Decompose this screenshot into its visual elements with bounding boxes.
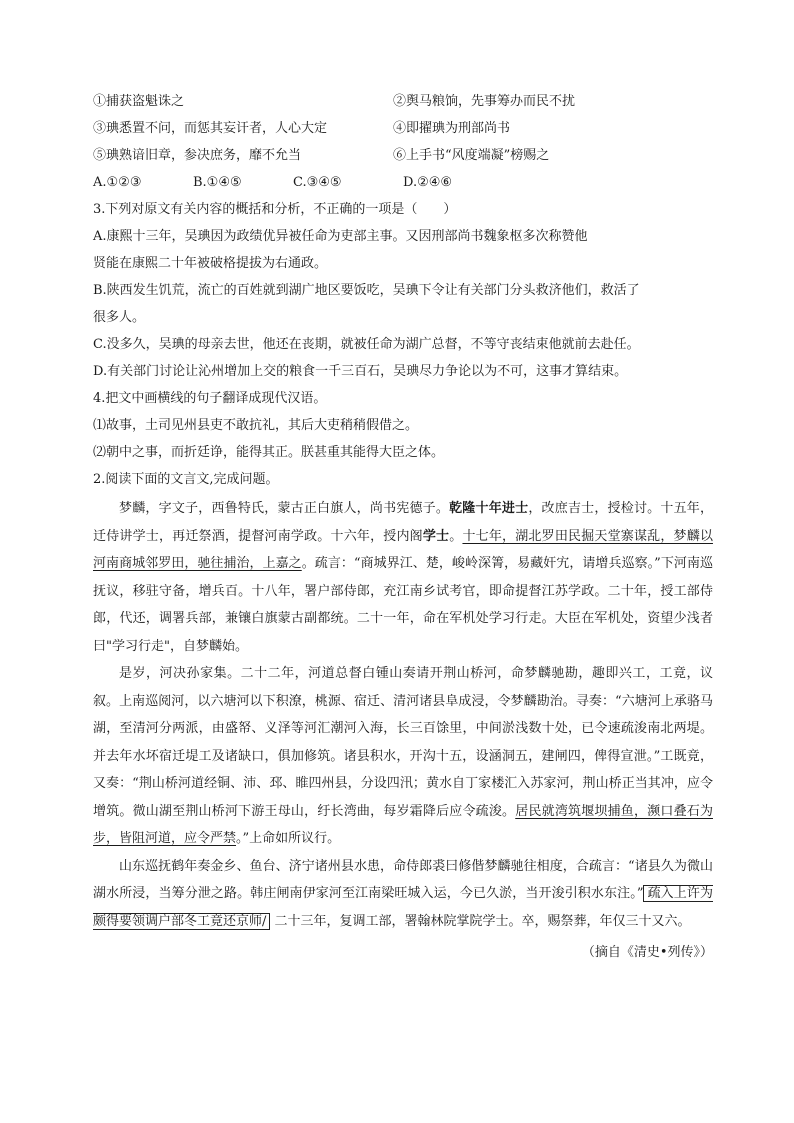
source-citation: （摘自《清史•列传》） (581, 945, 713, 960)
option-item-5: ⑤琠熟谙旧章，参决庶务，靡不允当 (93, 148, 302, 163)
underlined-sentence-1: 十七年，湖北罗田民掘天堂寨谋乱，梦麟以河南商城邻罗田，驰往捕治，上嘉之 (93, 528, 713, 571)
option-item-4: ④即擢琠为刑部尚书 (393, 121, 511, 136)
passage-paragraph-3: 山东巡抚鹤年奏金乡、鱼台、济宁诸州县水患，命侍郎裘曰修偕梦麟驰往相度，合疏言：“诸县久为微山湖水所浸，当筹分泄之路。韩庄闸南伊家河至江南梁旺城入运，今已久淤，当开浚引积水东注。” 疏入上许为颇得要领调户部冬工竟还京师/ 二十三年，复调工部，署翰林院掌院学士。卒，赐祭葬，年仅三十又六。 (93, 858, 713, 929)
bold-phrase: 乾隆十年进士 (449, 501, 529, 516)
passage-paragraph-2: 是岁，河决孙家集。二十二年，河道总督白锺山奏请开荆山桥河，命梦麟驰勘，趣即兴工，工竟，议叙。上南巡阅河，以六塘河以下积潦，桃源、宿迁、清河诸县阜成浸，令梦麟勘治。寻奏：“六塘河上承骆马湖，至清河分两派，由盛帑、义泽等河汇潮河入海，长三百馀里，中间淤浅数十处，已令速疏浚南北两堤。并去年水坏宿迁堤工及诸缺口，俱加修筑。诸县积水，开沟十五，设涵洞五，建闸四，俾得宣泄。”工既竟，又奏：“荆山桥河道经铜、沛、邳、睢四州县，分设四汛；黄水自丁家楼汇入苏家河，荆山桥正当其冲，应令增筑。微山湖至荆山桥河下游王母山，纡长湾曲，每岁霜降后应令疏浚。居民就湾筑堰坝捕鱼，濒口叠石为步，皆阻河道，应令严禁。”上命如所议行。 (93, 666, 713, 846)
q3-option-a-line2: 贤能在康熙二十年被破格提拔为右通政。 (93, 256, 328, 271)
document-page (93, 88, 713, 966)
q4-sentence-1: ⑴故事，土司见州县吏不敢抗礼，其后大吏稍稍假借之。 (93, 418, 419, 433)
q3-option-d: D.有关部门讨论让沁州增加上交的粮食一千三百石，吴琠尽力争论以为不可，这事才算结束。 (93, 364, 628, 379)
q4-sentence-2: ⑵朝中之事，而折廷诤，能得其正。朕甚重其能得大臣之体。 (93, 445, 445, 460)
q3-option-b-line1: B.陕西发生饥荒，流亡的百姓就到湖广地区要饭吃，吴琠下令让有关部门分头救济他们，救活了 (93, 283, 640, 298)
choice-b: B.①④⑤ (193, 175, 242, 190)
choice-c: C.③④⑤ (293, 175, 342, 190)
answer-choices (93, 169, 713, 196)
choice-d: D.②④⑥ (403, 175, 453, 190)
q3-option-b-line2: 很多人。 (93, 310, 146, 325)
option-item-3: ③琠悉置不问，而惩其妄讦者，人心大定 (93, 121, 328, 136)
underlined-sentence-2: 居民就湾筑堰坝捕鱼，濒口叠石为步，皆阻河道，应令严禁 (93, 803, 713, 846)
passage-paragraph-1: 梦麟，字文子，西鲁特氏，蒙古正白旗人，尚书宪德子。乾隆十年进士，改庶吉士，授检讨。十五年，迁侍讲学士，再迁祭酒，提督河南学政。十六年，授内阁学士。十七年，湖北罗田民掘天堂寨谋乱，梦麟以河南商城邻罗田，驰往捕治，上嘉之。疏言：“商城界江、楚，峻岭深箐，易藏奸宄，请增兵巡察。”下河南巡抚议，移驻守备，增兵百。十八年，署户部侍郎，充江南乡试考官，即命提督江苏学政。二十年，授工部侍郎，代还，调署兵部，兼镶白旗蒙古副都统。二十一年，命在军机处学习行走。大臣在军机处，资望少浅者曰"学习行走"，自梦麟始。 (93, 501, 713, 654)
option-item-2: ②舆马粮饷，先事筹办而民不扰 (393, 94, 576, 109)
option-row-3 (93, 142, 713, 169)
section-2-heading: 2.阅读下面的文言文,完成问题。 (93, 472, 279, 487)
question-3-stem: 3.下列对原文有关内容的概括和分析，不正确的一项是（ ） (93, 202, 457, 217)
choice-a: A.①②③ (93, 175, 142, 190)
option-item-6: ⑥上手书“风度端凝”榜赐之 (393, 148, 550, 163)
classical-passage (93, 495, 713, 935)
question-4-stem: 4.把文中画横线的句子翻译成现代汉语。 (93, 391, 327, 406)
option-item-1: ①捕获盗魁诛之 (93, 94, 185, 109)
q3-option-c: C.没多久，吴琠的母亲去世，他还在丧期，就被任命为湖广总督，不等守丧结束他就前去赴任。 (93, 337, 640, 352)
option-row-2 (93, 115, 713, 142)
option-row-1 (93, 88, 713, 115)
q3-option-a-line1: A.康熙十三年，吴琠因为政绩优异被任命为吏部主事。又因刑部尚书魏象枢多次称赞他 (93, 229, 588, 244)
bold-phrase: 学士 (422, 528, 450, 544)
boxed-sentence: 疏入上许为颇得要领调户部冬工竟还京师/ (93, 886, 713, 929)
